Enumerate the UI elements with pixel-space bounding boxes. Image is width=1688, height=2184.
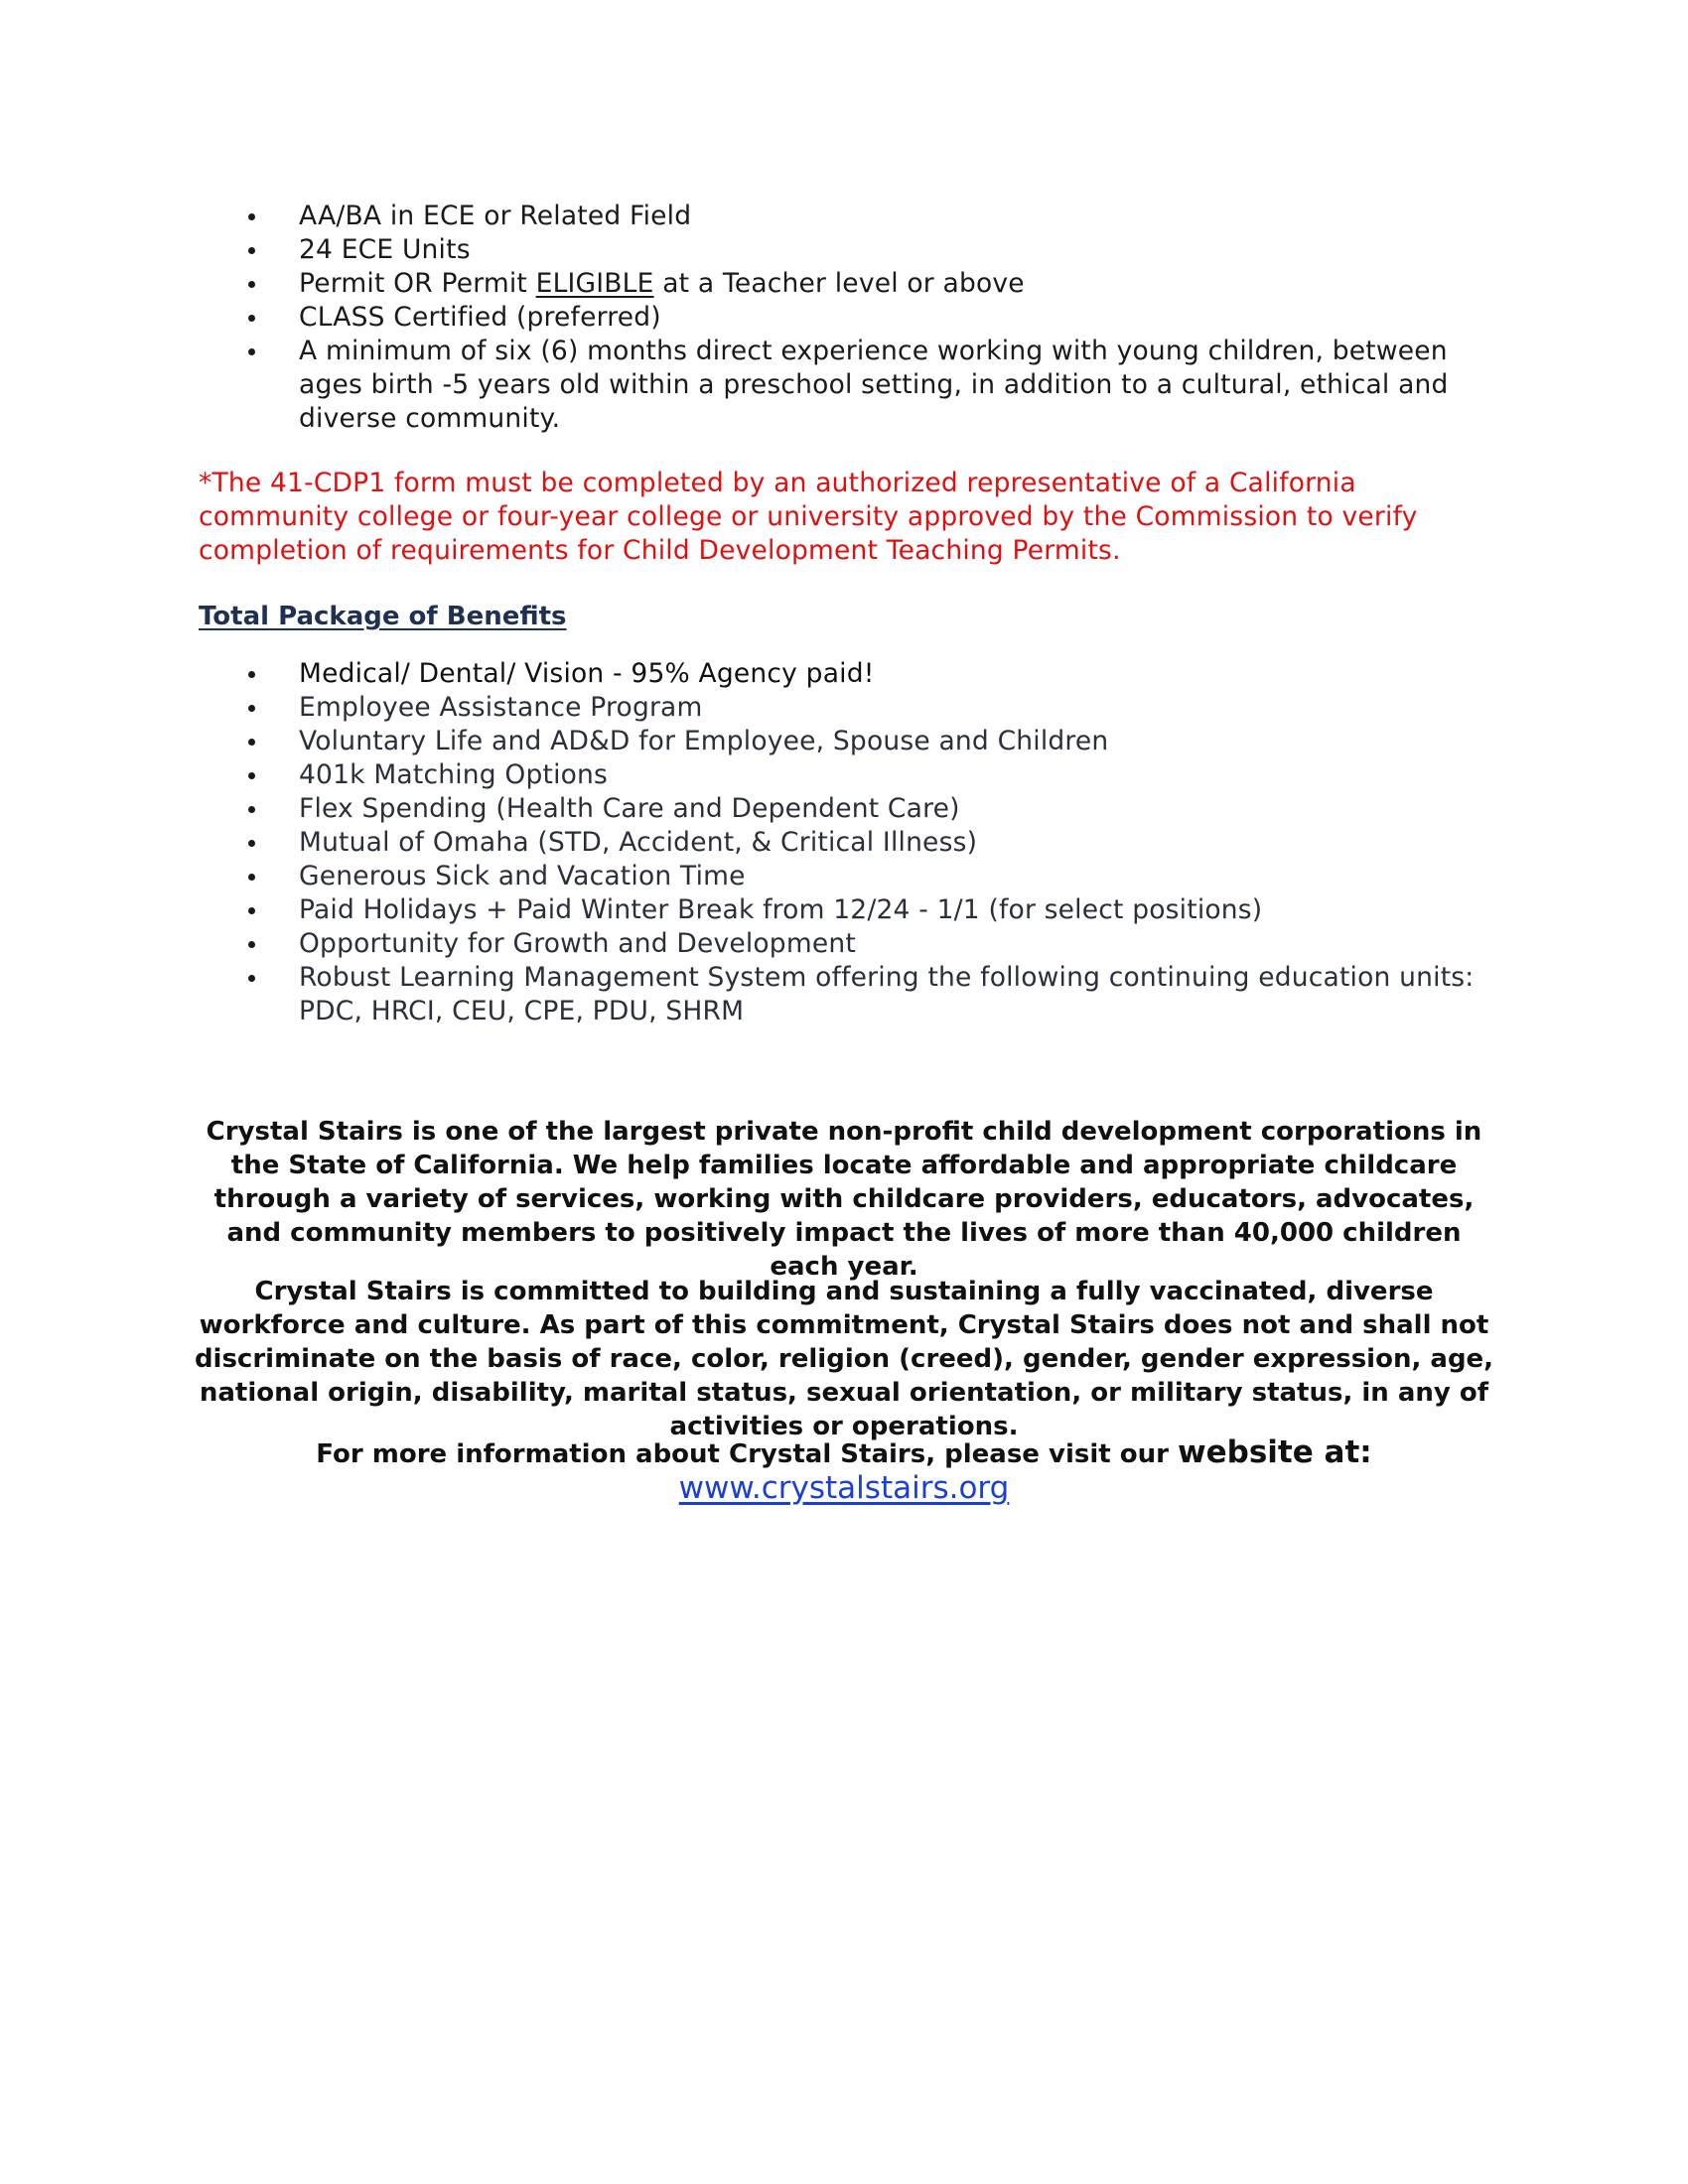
requirement-text: A minimum of six (6) months direct experience working with young children, between ages birth -5 years old within a preschool setting, in addition to a cultural, ethical and diverse community. <box>299 336 1449 434</box>
bullet-icon <box>248 348 255 355</box>
list-item <box>248 927 1489 961</box>
bullet-icon <box>248 874 255 881</box>
benefit-text: Employee Assistance Program <box>299 692 703 723</box>
requirements-list <box>248 200 1489 436</box>
more-info-line <box>189 1435 1499 1507</box>
benefit-text: Robust Learning Management System offering the following continuing education units: PDC, HRCI, CEU, CPE, PDU, SHRM <box>299 962 1475 1026</box>
list-item <box>248 691 1489 725</box>
list-item <box>248 792 1489 826</box>
bullet-icon <box>248 705 255 712</box>
benefit-text: Generous Sick and Vacation Time <box>299 861 746 891</box>
bullet-icon <box>248 907 255 914</box>
bullet-icon <box>248 772 255 779</box>
bullet-icon <box>248 739 255 746</box>
eligible-underlined: ELIGIBLE <box>535 268 654 299</box>
list-item <box>248 826 1489 860</box>
list-item <box>248 301 1489 335</box>
bullet-icon <box>248 671 255 678</box>
bullet-icon <box>248 247 255 254</box>
list-item <box>248 657 1489 691</box>
bullet-icon <box>248 840 255 847</box>
bullet-icon <box>248 281 255 288</box>
benefit-text: Paid Holidays + Paid Winter Break from 12/24 - 1/1 (for select positions) <box>299 894 1263 925</box>
list-item <box>248 893 1489 927</box>
benefit-text: Opportunity for Growth and Development <box>299 928 856 959</box>
bullet-icon <box>248 941 255 948</box>
bullet-icon <box>248 975 255 982</box>
benefit-text: 401k Matching Options <box>299 759 609 790</box>
list-item <box>248 335 1489 436</box>
benefit-text: Voluntary Life and AD&D for Employee, Spouse and Children <box>299 726 1109 756</box>
requirement-text: 24 ECE Units <box>299 234 471 265</box>
list-item <box>248 233 1489 267</box>
benefits-heading: Total Package of Benefits <box>199 602 567 631</box>
list-item <box>248 758 1489 792</box>
requirement-text-after: at a Teacher level or above <box>653 268 1025 299</box>
benefit-text: Medical/ Dental/ Vision - 95% Agency paid! <box>299 658 875 689</box>
website-label: website at: <box>1177 1434 1372 1470</box>
more-info-text: For more information about Crystal Stairs, please visit our <box>316 1439 1178 1469</box>
list-item <box>248 200 1489 233</box>
requirement-text: AA/BA in ECE or Related Field <box>299 201 692 231</box>
permit-form-note: *The 41-CDP1 form must be completed by an authorized representative of a California community college or four-year college or university approved by the Commission to verify completion of requirements for Child Development Teaching Permits. <box>199 468 1418 566</box>
list-item <box>248 961 1489 1028</box>
benefit-text: Flex Spending (Health Care and Dependent Care) <box>299 793 960 824</box>
requirement-text: CLASS Certified (preferred) <box>299 302 661 333</box>
benefit-text: Mutual of Omaha (STD, Accident, & Critical Illness) <box>299 827 978 858</box>
about-paragraph: Crystal Stairs is one of the largest private non-profit child development corporations in the State of California. We help families locate affordable and appropriate childcare through a variety of services, working with childcare providers, educators, advocates, and community members to positively impact the lives of more than 40,000 children each year. <box>206 1117 1482 1282</box>
bullet-icon <box>248 213 255 220</box>
benefits-list <box>248 657 1489 1028</box>
requirement-text-before: Permit OR Permit <box>299 268 536 299</box>
list-item <box>248 860 1489 893</box>
commitment-paragraph: Crystal Stairs is committed to building and sustaining a fully vaccinated, diverse workforce and culture. As part of this commitment, Crystal Stairs does not and shall not discriminate on the basis of race, color, religion (creed), gender, gender expression, age, national origin, disability, marital status, sexual orientation, or military status, in any of activities or operations. <box>194 1277 1494 1441</box>
list-item <box>248 725 1489 758</box>
bullet-icon <box>248 806 255 813</box>
website-link[interactable]: www.crystalstairs.org <box>678 1470 1010 1506</box>
list-item <box>248 267 1489 301</box>
bullet-icon <box>248 315 255 322</box>
